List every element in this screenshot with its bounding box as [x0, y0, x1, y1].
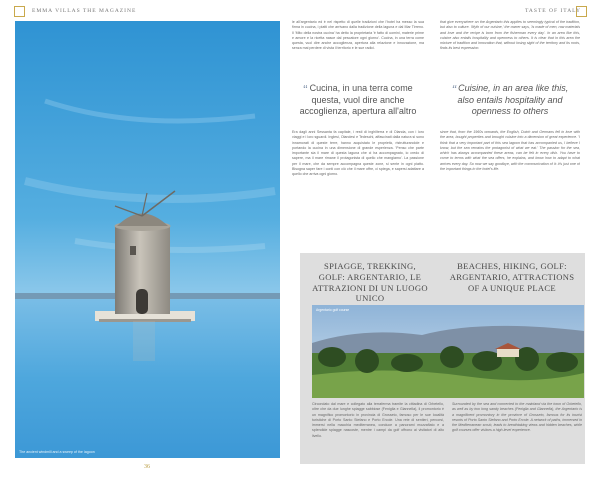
italian-pull-quote: “ Cucina, in una terra come questa, vuol dire anche accoglienza, apertura all'altro: [299, 82, 417, 116]
italian-attractions-heading: SPIAGGE, TREKKING, GOLF: ARGENTARIO, LE ATTRAZIONI DI UN LUOGO UNICO: [312, 261, 428, 304]
english-body-top: that give everywhere on the Argentario this applies to seemingly typical of the tradition, but also to culture. 'Myth of our cuisine,' the owner says, 'is made of men, raw materials and love and the recipe is born from the fisherman every day'. In an area like this, cuisine also entails hospitality and openness to others. It is clear that in this area the mixture of tradition and innovation that, without losing sight of the territory and its roots, finds its best expression.: [440, 20, 580, 51]
windmill-photo-art: [15, 21, 280, 458]
golf-photo-caption: Argentario golf course: [316, 308, 350, 312]
page-number: 36: [144, 464, 150, 470]
english-pull-quote: “ Cuisine, in an area like this, also entails hospitality and openness to others: [451, 82, 569, 116]
header-left-ornament: [14, 6, 25, 17]
windmill-photo: [15, 21, 280, 458]
golf-course-photo: [312, 305, 584, 398]
italian-attractions-body: Circondato dal mare e collegato alla terraferma tramite la cittadina di Orbetello, oltre che da due lunghe spiagge sabbiose (Feniglia e Giannella), il promontorio è un magnifico promontorio in provincia di Grosseto, famoso per le sue località turistiche di Porto Santo Stefano e Porto Ercole. Una rete di sentieri, percorsi, immersi nella macchia mediterranea, conduce a panorami mozzafiato e a splendide spiagge nascoste, mentre i campi da golf offrono ai visitatori di alto livello.: [312, 402, 444, 438]
magazine-title: EMMA VILLAS THE MAGAZINE: [32, 8, 137, 14]
golf-course-photo-art: [312, 305, 584, 398]
italian-body-bottom: Era dagli anni Sessanta fa capitale, i resti di inghilterra e di Olanda, con i loro viaggi e i loro sguardi. Inglesi, Olandesi e Tedeschi, affascinati dalla natura si sono innamorati di queste terre, hanno acquistato le proprietà, ristrutturandole e portando la cucina in una dimensione di grande esperienza. 'Penso che parte importante sia il mare di questa laguna che ci ha accompagnato, io credo di sapere, ma il mare rimane il protagonista di quello che mangiamo'. La passione per il mare, che da sempre accompagna queste zone, si sente in ogni piatto. Bisogna saper fare i conti con ciò che il mare offre, ci spiega, e sapersi adattare a quello che arriva ogni giorno.: [292, 130, 424, 177]
section-title: TASTE OF ITALY: [525, 8, 581, 14]
english-body-bottom: since that, from the 1960s onwards, the English, Dutch and Germans fell in love with the area, bought properties and brought cuisine into a dimension of great experience. 'I think that a very important part of this sea lagoon that has accompanied us, I believe I know, but the sea remains the protagonist of what we eat.' The passion for the sea, which has always accompanied these areas, can be felt in every dish. You have to come to terms with what the sea offers, he explains, and know how to adapt to what arrives every day. So now we say goodbye, with the communication of it: it's just one of the important things in the hotel's life.: [440, 130, 580, 172]
quote-mark-icon: “: [451, 82, 457, 97]
quote-mark-icon: “: [303, 82, 308, 97]
english-attractions-body: Surrounded by the sea and connected to the mainland via the town of Orbetello, as well as by two long sandy beaches (Feniglia and Giannella), the Argentario is a magnificent promontory in the province of Grosseto, famous for its tourist resorts of Porto Santo Stefano and Porto Ercole. A network of paths, immersed in the Mediterranean scrub, leads to breathtaking views and hidden beaches, while golf courses offer visitors a high-level experience.: [452, 402, 582, 433]
english-attractions-heading: BEACHES, HIKING, GOLF: ARGENTARIO, ATTRACTIONS OF A UNIQUE PLACE: [449, 261, 575, 293]
photo-caption: The ancient windmill and a sweep of the lagoon: [19, 450, 95, 454]
italian-body-top: le all'argentario ed è nel rispetto di quelle tradizioni che l'hotel ha messo la sua firma in cucina, i piatti che arrivano dalla tradizione della laguna e dal Mar Tirreno. Il 'Mito della nostra cucina' ha detto la proprietaria 'è fatto di uomini, materie prime e amore e la ricetta nasce dal pescatore ogni giorno'. Cucina, in una terra come questa, vuol dire anche accoglienza, apertura alla relazione e innovazione, ma senza mai perdere di vista il territorio e le sue radici.: [292, 20, 424, 51]
